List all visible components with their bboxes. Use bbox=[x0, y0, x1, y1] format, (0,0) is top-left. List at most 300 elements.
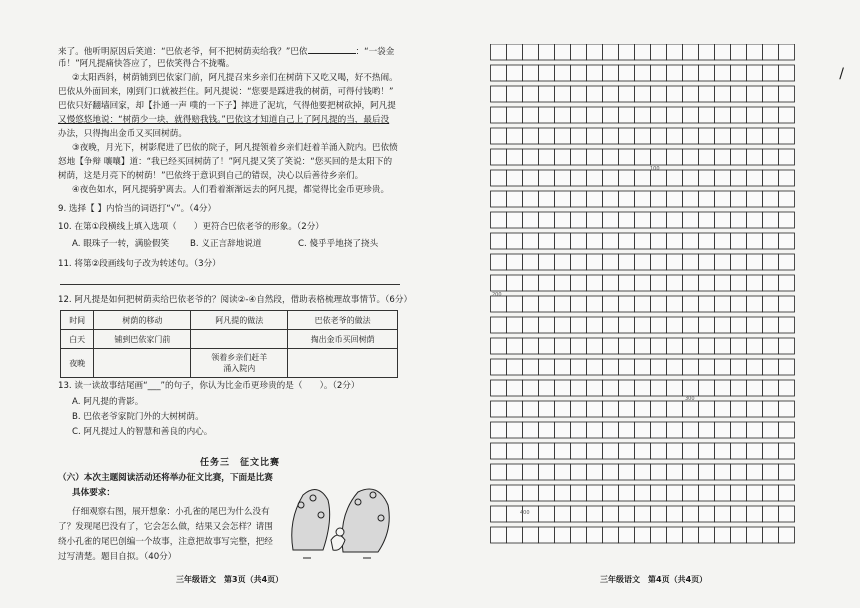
grid-cell[interactable] bbox=[699, 254, 715, 270]
grid-cell[interactable] bbox=[667, 296, 683, 312]
grid-cell[interactable] bbox=[555, 107, 571, 123]
grid-cell[interactable] bbox=[763, 44, 779, 60]
grid-cell[interactable] bbox=[779, 44, 795, 60]
grid-cell[interactable] bbox=[699, 464, 715, 480]
grid-cell[interactable] bbox=[491, 317, 507, 333]
grid-cell[interactable] bbox=[539, 107, 555, 123]
grid-cell[interactable] bbox=[715, 338, 731, 354]
grid-cell[interactable] bbox=[491, 380, 507, 396]
grid-cell[interactable] bbox=[683, 464, 699, 480]
grid-cell[interactable] bbox=[763, 380, 779, 396]
grid-cell[interactable] bbox=[619, 107, 635, 123]
grid-cell[interactable] bbox=[731, 317, 747, 333]
grid-cell[interactable] bbox=[555, 506, 571, 522]
grid-cell[interactable] bbox=[667, 86, 683, 102]
grid-cell[interactable] bbox=[715, 86, 731, 102]
grid-cell[interactable] bbox=[587, 149, 603, 165]
grid-cell[interactable] bbox=[603, 296, 619, 312]
grid-cell[interactable] bbox=[635, 275, 651, 291]
grid-cell[interactable] bbox=[635, 296, 651, 312]
grid-cell[interactable] bbox=[715, 275, 731, 291]
grid-cell[interactable] bbox=[539, 275, 555, 291]
grid-cell[interactable] bbox=[715, 464, 731, 480]
grid-cell[interactable] bbox=[699, 527, 715, 543]
grid-cell[interactable] bbox=[523, 44, 539, 60]
grid-cell[interactable] bbox=[619, 380, 635, 396]
grid-cell[interactable] bbox=[699, 401, 715, 417]
grid-cell[interactable] bbox=[523, 233, 539, 249]
grid-cell[interactable] bbox=[779, 338, 795, 354]
grid-cell[interactable] bbox=[779, 464, 795, 480]
grid-cell[interactable] bbox=[779, 191, 795, 207]
grid-cell[interactable] bbox=[651, 296, 667, 312]
grid-cell[interactable] bbox=[779, 443, 795, 459]
grid-cell[interactable] bbox=[747, 317, 763, 333]
grid-cell[interactable] bbox=[715, 149, 731, 165]
grid-cell[interactable] bbox=[587, 296, 603, 312]
grid-cell[interactable] bbox=[507, 191, 523, 207]
grid-cell[interactable] bbox=[651, 422, 667, 438]
grid-cell[interactable] bbox=[651, 191, 667, 207]
grid-cell[interactable] bbox=[635, 254, 651, 270]
grid-cell[interactable] bbox=[619, 443, 635, 459]
grid-cell[interactable] bbox=[539, 65, 555, 81]
grid-cell[interactable] bbox=[651, 317, 667, 333]
grid-cell[interactable] bbox=[747, 380, 763, 396]
grid-cell[interactable] bbox=[491, 191, 507, 207]
grid-cell[interactable] bbox=[667, 506, 683, 522]
grid-cell[interactable] bbox=[651, 128, 667, 144]
grid-cell[interactable] bbox=[491, 275, 507, 291]
grid-cell[interactable] bbox=[731, 170, 747, 186]
grid-cell[interactable] bbox=[763, 233, 779, 249]
grid-cell[interactable] bbox=[491, 443, 507, 459]
grid-cell[interactable] bbox=[587, 233, 603, 249]
grid-cell[interactable] bbox=[635, 107, 651, 123]
grid-cell[interactable] bbox=[523, 527, 539, 543]
grid-cell[interactable] bbox=[699, 170, 715, 186]
grid-cell[interactable] bbox=[555, 233, 571, 249]
grid-cell[interactable] bbox=[619, 86, 635, 102]
grid-cell[interactable] bbox=[779, 401, 795, 417]
grid-cell[interactable] bbox=[555, 317, 571, 333]
grid-cell[interactable] bbox=[507, 422, 523, 438]
grid-cell[interactable] bbox=[555, 149, 571, 165]
grid-cell[interactable] bbox=[539, 506, 555, 522]
grid-cell[interactable] bbox=[603, 527, 619, 543]
grid-cell[interactable] bbox=[635, 506, 651, 522]
grid-cell[interactable] bbox=[523, 275, 539, 291]
grid-cell[interactable] bbox=[651, 485, 667, 501]
grid-cell[interactable] bbox=[603, 107, 619, 123]
grid-cell[interactable] bbox=[619, 233, 635, 249]
grid-cell[interactable] bbox=[523, 254, 539, 270]
grid-cell[interactable] bbox=[779, 128, 795, 144]
grid-cell[interactable] bbox=[523, 65, 539, 81]
grid-cell[interactable] bbox=[699, 128, 715, 144]
grid-cell[interactable] bbox=[763, 86, 779, 102]
grid-cell[interactable] bbox=[539, 359, 555, 375]
grid-cell[interactable] bbox=[747, 401, 763, 417]
grid-cell[interactable] bbox=[731, 338, 747, 354]
grid-cell[interactable] bbox=[651, 107, 667, 123]
grid-cell[interactable] bbox=[587, 380, 603, 396]
grid-cell[interactable] bbox=[699, 506, 715, 522]
grid-cell[interactable] bbox=[763, 170, 779, 186]
grid-cell[interactable] bbox=[555, 359, 571, 375]
grid-cell[interactable] bbox=[587, 464, 603, 480]
grid-cell[interactable] bbox=[747, 65, 763, 81]
grid-cell[interactable] bbox=[731, 233, 747, 249]
grid-cell[interactable] bbox=[635, 359, 651, 375]
grid-cell[interactable] bbox=[603, 149, 619, 165]
grid-cell[interactable] bbox=[683, 44, 699, 60]
grid-cell[interactable] bbox=[507, 212, 523, 228]
grid-cell[interactable] bbox=[555, 338, 571, 354]
grid-cell[interactable] bbox=[587, 44, 603, 60]
grid-cell[interactable] bbox=[587, 338, 603, 354]
grid-cell[interactable] bbox=[779, 149, 795, 165]
grid-cell[interactable] bbox=[731, 443, 747, 459]
q11-answer-line[interactable] bbox=[60, 284, 400, 285]
grid-cell[interactable] bbox=[683, 65, 699, 81]
grid-cell[interactable] bbox=[683, 317, 699, 333]
grid-cell[interactable] bbox=[667, 443, 683, 459]
grid-cell[interactable] bbox=[763, 338, 779, 354]
grid-cell[interactable] bbox=[747, 212, 763, 228]
grid-cell[interactable] bbox=[683, 107, 699, 123]
grid-cell[interactable] bbox=[539, 443, 555, 459]
grid-cell[interactable] bbox=[715, 317, 731, 333]
grid-cell[interactable] bbox=[715, 254, 731, 270]
grid-cell[interactable] bbox=[603, 65, 619, 81]
grid-cell[interactable] bbox=[523, 443, 539, 459]
grid-cell[interactable] bbox=[635, 65, 651, 81]
grid-cell[interactable] bbox=[507, 401, 523, 417]
grid-cell[interactable] bbox=[763, 422, 779, 438]
grid-cell[interactable] bbox=[571, 107, 587, 123]
grid-cell[interactable] bbox=[635, 422, 651, 438]
grid-cell[interactable] bbox=[635, 233, 651, 249]
grid-cell[interactable] bbox=[619, 506, 635, 522]
grid-cell[interactable] bbox=[667, 485, 683, 501]
grid-cell[interactable] bbox=[491, 149, 507, 165]
grid-cell[interactable] bbox=[731, 107, 747, 123]
grid-cell[interactable] bbox=[699, 296, 715, 312]
grid-cell[interactable] bbox=[763, 359, 779, 375]
grid-cell[interactable] bbox=[699, 44, 715, 60]
grid-cell[interactable] bbox=[747, 128, 763, 144]
grid-cell[interactable] bbox=[779, 359, 795, 375]
grid-cell[interactable] bbox=[667, 233, 683, 249]
grid-cell[interactable] bbox=[491, 506, 507, 522]
grid-cell[interactable] bbox=[699, 65, 715, 81]
grid-cell[interactable] bbox=[571, 233, 587, 249]
grid-cell[interactable] bbox=[715, 191, 731, 207]
grid-cell[interactable] bbox=[603, 443, 619, 459]
grid-cell[interactable] bbox=[507, 338, 523, 354]
grid-cell[interactable] bbox=[571, 212, 587, 228]
grid-cell[interactable] bbox=[523, 170, 539, 186]
grid-cell[interactable] bbox=[619, 254, 635, 270]
grid-cell[interactable] bbox=[635, 443, 651, 459]
grid-cell[interactable] bbox=[731, 149, 747, 165]
grid-cell[interactable] bbox=[539, 401, 555, 417]
grid-cell[interactable] bbox=[603, 212, 619, 228]
grid-cell[interactable] bbox=[731, 86, 747, 102]
grid-cell[interactable] bbox=[507, 170, 523, 186]
grid-cell[interactable] bbox=[555, 212, 571, 228]
grid-cell[interactable] bbox=[539, 464, 555, 480]
grid-cell[interactable] bbox=[571, 128, 587, 144]
grid-cell[interactable] bbox=[635, 128, 651, 144]
grid-cell[interactable] bbox=[507, 380, 523, 396]
grid-cell[interactable] bbox=[491, 233, 507, 249]
grid-cell[interactable] bbox=[763, 65, 779, 81]
grid-cell[interactable] bbox=[635, 380, 651, 396]
grid-cell[interactable] bbox=[571, 296, 587, 312]
grid-cell[interactable] bbox=[683, 233, 699, 249]
grid-cell[interactable] bbox=[667, 422, 683, 438]
grid-cell[interactable] bbox=[651, 65, 667, 81]
grid-cell[interactable] bbox=[763, 107, 779, 123]
grid-cell[interactable] bbox=[619, 191, 635, 207]
grid-cell[interactable] bbox=[587, 254, 603, 270]
grid-cell[interactable] bbox=[731, 485, 747, 501]
grid-cell[interactable] bbox=[683, 212, 699, 228]
grid-cell[interactable] bbox=[715, 170, 731, 186]
grid-cell[interactable] bbox=[539, 422, 555, 438]
grid-cell[interactable] bbox=[763, 527, 779, 543]
grid-cell[interactable] bbox=[763, 317, 779, 333]
grid-cell[interactable] bbox=[683, 401, 699, 417]
grid-cell[interactable] bbox=[603, 401, 619, 417]
grid-cell[interactable] bbox=[555, 422, 571, 438]
grid-cell[interactable] bbox=[779, 380, 795, 396]
grid-cell[interactable] bbox=[571, 338, 587, 354]
grid-cell[interactable] bbox=[747, 506, 763, 522]
grid-cell[interactable] bbox=[747, 359, 763, 375]
grid-cell[interactable] bbox=[491, 527, 507, 543]
grid-cell[interactable] bbox=[715, 44, 731, 60]
grid-cell[interactable] bbox=[523, 149, 539, 165]
grid-cell[interactable] bbox=[587, 212, 603, 228]
grid-cell[interactable] bbox=[635, 191, 651, 207]
grid-cell[interactable] bbox=[779, 212, 795, 228]
grid-cell[interactable] bbox=[603, 359, 619, 375]
grid-cell[interactable] bbox=[603, 506, 619, 522]
grid-cell[interactable] bbox=[491, 65, 507, 81]
grid-cell[interactable] bbox=[523, 338, 539, 354]
grid-cell[interactable] bbox=[683, 422, 699, 438]
grid-cell[interactable] bbox=[619, 149, 635, 165]
grid-cell[interactable] bbox=[635, 170, 651, 186]
grid-cell[interactable] bbox=[587, 65, 603, 81]
grid-cell[interactable] bbox=[555, 86, 571, 102]
grid-cell[interactable] bbox=[555, 65, 571, 81]
grid-cell[interactable] bbox=[555, 191, 571, 207]
grid-cell[interactable] bbox=[571, 44, 587, 60]
grid-cell[interactable] bbox=[699, 359, 715, 375]
grid-cell[interactable] bbox=[619, 170, 635, 186]
grid-cell[interactable] bbox=[763, 128, 779, 144]
table-cell-blank[interactable] bbox=[191, 330, 288, 349]
grid-cell[interactable] bbox=[619, 65, 635, 81]
grid-cell[interactable] bbox=[587, 317, 603, 333]
grid-cell[interactable] bbox=[603, 233, 619, 249]
grid-cell[interactable] bbox=[523, 380, 539, 396]
grid-cell[interactable] bbox=[763, 485, 779, 501]
grid-cell[interactable] bbox=[699, 275, 715, 291]
grid-cell[interactable] bbox=[555, 380, 571, 396]
grid-cell[interactable] bbox=[667, 44, 683, 60]
grid-cell[interactable] bbox=[731, 65, 747, 81]
grid-cell[interactable] bbox=[539, 170, 555, 186]
grid-cell[interactable] bbox=[715, 296, 731, 312]
grid-cell[interactable] bbox=[779, 107, 795, 123]
grid-cell[interactable] bbox=[779, 296, 795, 312]
grid-cell[interactable] bbox=[539, 191, 555, 207]
grid-cell[interactable] bbox=[699, 338, 715, 354]
grid-cell[interactable] bbox=[587, 191, 603, 207]
grid-cell[interactable] bbox=[731, 254, 747, 270]
grid-cell[interactable] bbox=[523, 317, 539, 333]
grid-cell[interactable] bbox=[523, 359, 539, 375]
grid-cell[interactable] bbox=[587, 527, 603, 543]
grid-cell[interactable] bbox=[603, 128, 619, 144]
grid-cell[interactable] bbox=[683, 338, 699, 354]
grid-cell[interactable] bbox=[491, 359, 507, 375]
grid-cell[interactable] bbox=[731, 296, 747, 312]
grid-cell[interactable] bbox=[747, 443, 763, 459]
grid-cell[interactable] bbox=[651, 149, 667, 165]
grid-cell[interactable] bbox=[651, 380, 667, 396]
grid-cell[interactable] bbox=[731, 191, 747, 207]
grid-cell[interactable] bbox=[683, 296, 699, 312]
grid-cell[interactable] bbox=[667, 254, 683, 270]
grid-cell[interactable] bbox=[555, 527, 571, 543]
grid-cell[interactable] bbox=[491, 338, 507, 354]
grid-cell[interactable] bbox=[539, 44, 555, 60]
grid-cell[interactable] bbox=[667, 149, 683, 165]
grid-cell[interactable] bbox=[683, 149, 699, 165]
grid-cell[interactable] bbox=[603, 317, 619, 333]
grid-cell[interactable] bbox=[699, 86, 715, 102]
grid-cell[interactable] bbox=[539, 527, 555, 543]
grid-cell[interactable] bbox=[507, 233, 523, 249]
grid-cell[interactable] bbox=[587, 275, 603, 291]
grid-cell[interactable] bbox=[779, 233, 795, 249]
grid-cell[interactable] bbox=[571, 380, 587, 396]
grid-cell[interactable] bbox=[667, 170, 683, 186]
grid-cell[interactable] bbox=[779, 254, 795, 270]
grid-cell[interactable] bbox=[779, 485, 795, 501]
grid-cell[interactable] bbox=[651, 443, 667, 459]
grid-cell[interactable] bbox=[715, 359, 731, 375]
grid-cell[interactable] bbox=[683, 275, 699, 291]
grid-cell[interactable] bbox=[523, 296, 539, 312]
grid-cell[interactable] bbox=[507, 107, 523, 123]
grid-cell[interactable] bbox=[683, 254, 699, 270]
grid-cell[interactable] bbox=[731, 422, 747, 438]
grid-cell[interactable] bbox=[731, 380, 747, 396]
grid-cell[interactable] bbox=[571, 149, 587, 165]
grid-cell[interactable] bbox=[699, 443, 715, 459]
grid-cell[interactable] bbox=[603, 170, 619, 186]
grid-cell[interactable] bbox=[651, 212, 667, 228]
grid-cell[interactable] bbox=[747, 170, 763, 186]
grid-cell[interactable] bbox=[715, 107, 731, 123]
grid-cell[interactable] bbox=[699, 191, 715, 207]
grid-cell[interactable] bbox=[619, 212, 635, 228]
grid-cell[interactable] bbox=[747, 191, 763, 207]
grid-cell[interactable] bbox=[779, 275, 795, 291]
table-cell-blank[interactable] bbox=[94, 349, 191, 378]
answer-blank[interactable] bbox=[308, 44, 356, 54]
grid-cell[interactable] bbox=[635, 464, 651, 480]
grid-cell[interactable] bbox=[651, 401, 667, 417]
grid-cell[interactable] bbox=[603, 86, 619, 102]
grid-cell[interactable] bbox=[715, 128, 731, 144]
grid-cell[interactable] bbox=[507, 464, 523, 480]
grid-cell[interactable] bbox=[571, 65, 587, 81]
grid-cell[interactable] bbox=[651, 359, 667, 375]
grid-cell[interactable] bbox=[507, 443, 523, 459]
grid-cell[interactable] bbox=[619, 401, 635, 417]
grid-cell[interactable] bbox=[507, 317, 523, 333]
grid-cell[interactable] bbox=[683, 86, 699, 102]
grid-cell[interactable] bbox=[571, 275, 587, 291]
grid-cell[interactable] bbox=[763, 296, 779, 312]
grid-cell[interactable] bbox=[491, 170, 507, 186]
grid-cell[interactable] bbox=[571, 506, 587, 522]
grid-cell[interactable] bbox=[523, 107, 539, 123]
grid-cell[interactable] bbox=[715, 527, 731, 543]
grid-cell[interactable] bbox=[491, 86, 507, 102]
grid-cell[interactable] bbox=[523, 401, 539, 417]
grid-cell[interactable] bbox=[587, 170, 603, 186]
grid-cell[interactable] bbox=[603, 275, 619, 291]
grid-cell[interactable] bbox=[699, 149, 715, 165]
grid-cell[interactable] bbox=[683, 191, 699, 207]
grid-cell[interactable] bbox=[571, 422, 587, 438]
grid-cell[interactable] bbox=[763, 443, 779, 459]
grid-cell[interactable] bbox=[635, 485, 651, 501]
grid-cell[interactable] bbox=[603, 485, 619, 501]
grid-cell[interactable] bbox=[635, 527, 651, 543]
grid-cell[interactable] bbox=[491, 128, 507, 144]
grid-cell[interactable] bbox=[667, 338, 683, 354]
grid-cell[interactable] bbox=[763, 254, 779, 270]
grid-cell[interactable] bbox=[779, 86, 795, 102]
grid-cell[interactable] bbox=[763, 191, 779, 207]
grid-cell[interactable] bbox=[747, 485, 763, 501]
grid-cell[interactable] bbox=[507, 485, 523, 501]
grid-cell[interactable] bbox=[683, 485, 699, 501]
grid-cell[interactable] bbox=[619, 527, 635, 543]
grid-cell[interactable] bbox=[619, 485, 635, 501]
grid-cell[interactable] bbox=[683, 170, 699, 186]
grid-cell[interactable] bbox=[523, 485, 539, 501]
grid-cell[interactable] bbox=[747, 233, 763, 249]
grid-cell[interactable] bbox=[507, 296, 523, 312]
grid-cell[interactable] bbox=[731, 275, 747, 291]
grid-cell[interactable] bbox=[507, 65, 523, 81]
grid-cell[interactable] bbox=[699, 107, 715, 123]
grid-cell[interactable] bbox=[715, 401, 731, 417]
grid-cell[interactable] bbox=[539, 86, 555, 102]
grid-cell[interactable] bbox=[779, 65, 795, 81]
